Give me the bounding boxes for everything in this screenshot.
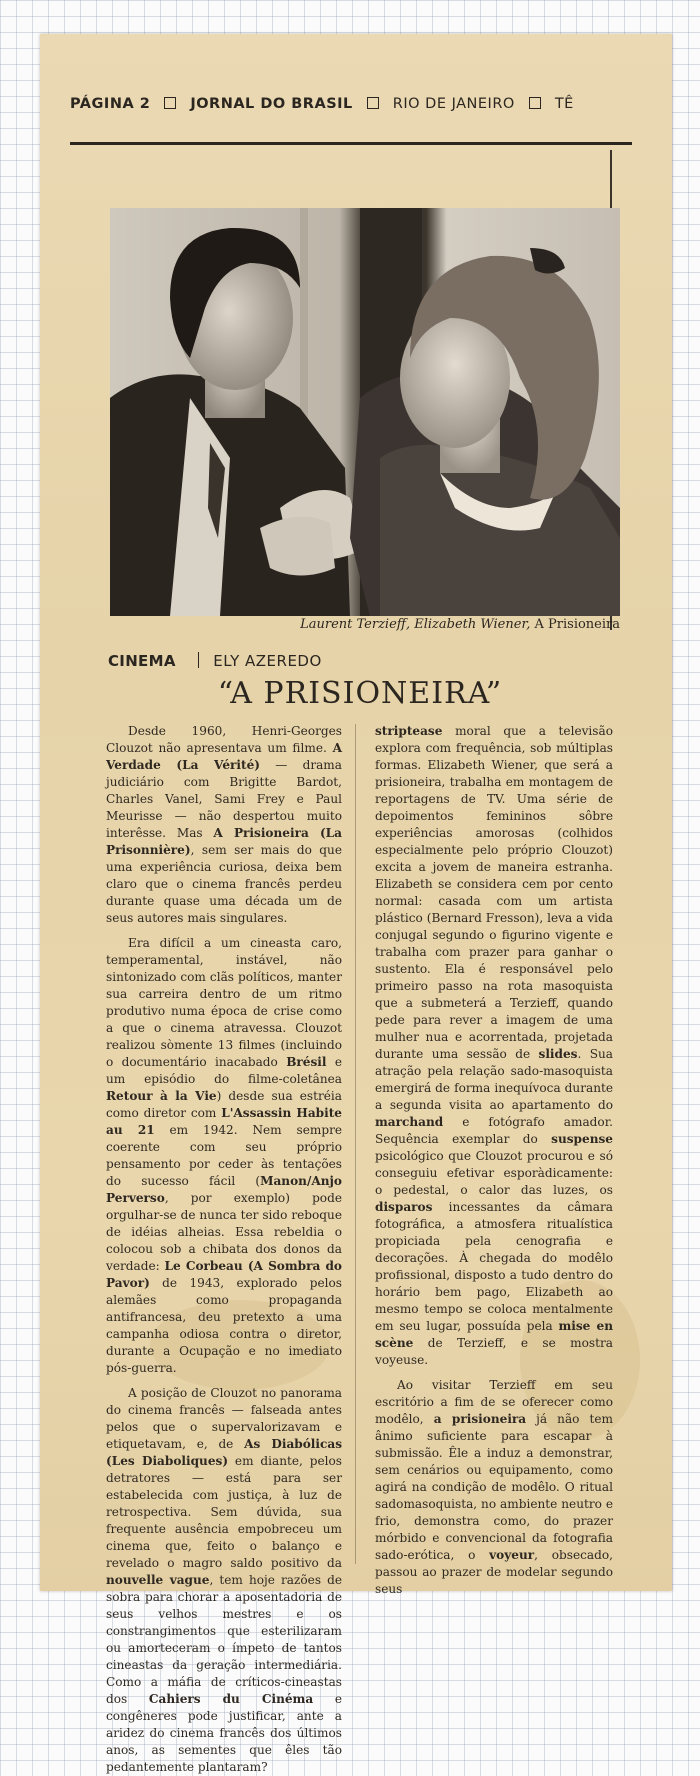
article-paragraph: A posição de Clouzot no panorama do cinema francês — falseada antes pelos que o supervalorizavam e etiquetavam, e, de As Diabólicas (Les Diaboliques) em diante, pelos detratores — está para ser estabelecida com justiça, à luz de retrospectiva. Sem dúvida, sua frequente ausência empobreceu um cinema que, feito o balanço e revelado o magro saldo positivo da nouvelle vague, tem hoje razões de sobra para chorar a aposentadoria de seus velhos mestres e os constrangimentos que esterilizaram ou amorteceram o ímpeto de tantos cineastas da geração intermediária. Como a máfia de críticos-cineastas dos Cahiers du Cinéma e congêneres pode justificar, ante a aridez do cinema francês dos últimos anos, as sementes que êles tão pedantemente plantaram? xyxy=(106,1386,342,1774)
square-icon xyxy=(367,97,379,109)
masthead xyxy=(70,96,630,112)
emphasis-text: Cahiers du Cinéma xyxy=(148,1692,314,1706)
article-paragraph: striptease moral que a televisão explora com frequência, sob múltiplas formas. Elizabeth Wiener, que será a prisioneira, trabalha em montagem de reportagens de TV. Uma série de depoimentos femininos sôbre experiências amorosas (colhidos especialmente pelo próprio Clouzot) excita a jovem de maneira estranha. Elizabeth se considera cem por cento normal: casada com um artista plástico (Bernard Fresson), leva a vida conjugal segundo o figurino vigente e trabalha com prazer para ganhar o sustento. Ela é responsável pelo primeiro passo na rota masoquista que a submeterá a Terzieff, quando pede para rever a imagem de uma mulher nua e acorrentada, projetada durante uma sessão de slides. Sua atração pela relação sado-masoquista emergirá de forma inequívoca durante a segunda visita ao apartamento do marchand e fotógrafo amador. Sequência exemplar do suspense psicológico que Clouzot procurou e só conseguiu efetivar esporàdicamente: o pedestal, o calor das luzes, os disparos incessantes da câmara fotográfica, a atmosfera ritualística propiciada pela cenografia e decorações. À chegada do modêlo profissional, disposto a tudo dentro do horário bem pago, Elizabeth ao mesmo tempo se coloca mentalmente em seu lugar, possuída pela mise en scène de Terzieff, e se mostra voyeuse. xyxy=(375,724,613,1367)
article-column-left xyxy=(106,723,343,1774)
kicker-divider xyxy=(198,652,200,668)
emphasis-text: mise en scène xyxy=(375,1319,613,1350)
section-label: CINEMA xyxy=(108,652,176,670)
masthead-city: RIO DE JANEIRO xyxy=(392,96,515,112)
emphasis-text: Retour à la Vie xyxy=(106,1089,217,1103)
masthead-cut: TÊ xyxy=(554,96,574,112)
emphasis-text: suspense xyxy=(551,1132,613,1146)
caption-names: Laurent Terzieff, Elizabeth Wiener, xyxy=(300,617,531,632)
emphasis-text: Manon/Anjo Perverso xyxy=(106,1174,342,1205)
emphasis-text: striptease xyxy=(375,724,443,738)
emphasis-text: voyeur xyxy=(489,1548,535,1562)
emphasis-text: Brésil xyxy=(286,1055,327,1069)
masthead-paper: JORNAL DO BRASIL xyxy=(190,96,353,112)
article-paragraph: Era difícil a um cineasta caro, temperamental, instável, não sintonizado com clãs políticos, manter sua carreira dentro de um ritmo produtivo numa época de crise como a que o cinema atravessa. Clouzot realizou sòmente 13 filmes (incluindo o documentário inacabado Brésil e um episódio do filme-coletânea Retour à la Vie) desde sua estréia como diretor com L'Assassin Habite au 21 em 1942. Nem sempre coerente com seu próprio pensamento por ceder às tentações do sucesso fácil (Manon/Anjo Perverso, por exemplo) pode orgulhar-se de nunca ter sido reboque de idéias alheias. Essa rebeldia o colocou sob a chibata dos donos da verdade: Le Corbeau (A Sombra do Pavor) de 1943, explorado pelos alemães como propaganda antifrancesa, deu pretexto a uma campanha odiosa contra o diretor, durante a Ocupação e no imediato pós-guerra. xyxy=(106,936,343,1375)
emphasis-text: As Diabólicas (Les Diaboliques) xyxy=(106,1437,342,1468)
emphasis-text: disparos xyxy=(375,1200,433,1214)
emphasis-text: marchand xyxy=(375,1115,444,1129)
emphasis-text: slides xyxy=(538,1047,578,1061)
headline: “A PRISIONEIRA” xyxy=(217,676,503,711)
emphasis-text: A Verdade (La Vérité) xyxy=(106,741,342,772)
article-paragraph: Ao visitar Terzieff em seu escritório a fim de se oferecer como modêlo, a prisioneira já não tem ânimo suficiente para escapar à submissão. Êle a induz a demonstrar, sem cenários ou equipamento, como agirá na condição de modêlo. O ritual sadomasoquista, no ambiente neutro e frio, demonstra como, do prazer mórbido e convencional da fotografia sado-erótica, o voyeur, obsecado, passou ao prazer de modelar segundo seus xyxy=(375,1378,613,1596)
emphasis-text: Le Corbeau (A Sombra do Pavor) xyxy=(106,1259,342,1290)
article-paragraph: Desde 1960, Henri-Georges Clouzot não apresentava um filme. A Verdade (La Vérité) — drama judiciário com Brigitte Bardot, Charles Vanel, Sami Frey e Paul Meurisse — não despertou muito interêsse. Mas A Prisioneira (La Prisonnière), sem ser mais do que uma experiência curiosa, deixa bem claro que o cinema francês perdeu durante quase uma década um de seus autores mais singulares. xyxy=(106,724,343,925)
article-kicker xyxy=(108,652,322,670)
masthead-page: PÁGINA 2 xyxy=(70,96,151,112)
top-rule xyxy=(70,142,632,145)
author-name: ELY AZEREDO xyxy=(213,652,322,670)
caption-title: A Prisioneira xyxy=(534,617,620,632)
emphasis-text: nouvelle vague xyxy=(106,1573,210,1587)
emphasis-text: A Prisioneira (La Prisonnière) xyxy=(106,826,343,857)
emphasis-text: L'Assassin Habite au 21 xyxy=(106,1106,342,1137)
photo-illustration xyxy=(110,208,620,616)
article-photo xyxy=(110,208,620,616)
column-divider xyxy=(355,724,356,1564)
square-icon xyxy=(529,97,541,109)
photo-caption xyxy=(110,617,620,632)
square-icon xyxy=(164,97,176,109)
article-column-right xyxy=(375,723,613,1603)
emphasis-text: a prisioneira xyxy=(433,1412,527,1426)
